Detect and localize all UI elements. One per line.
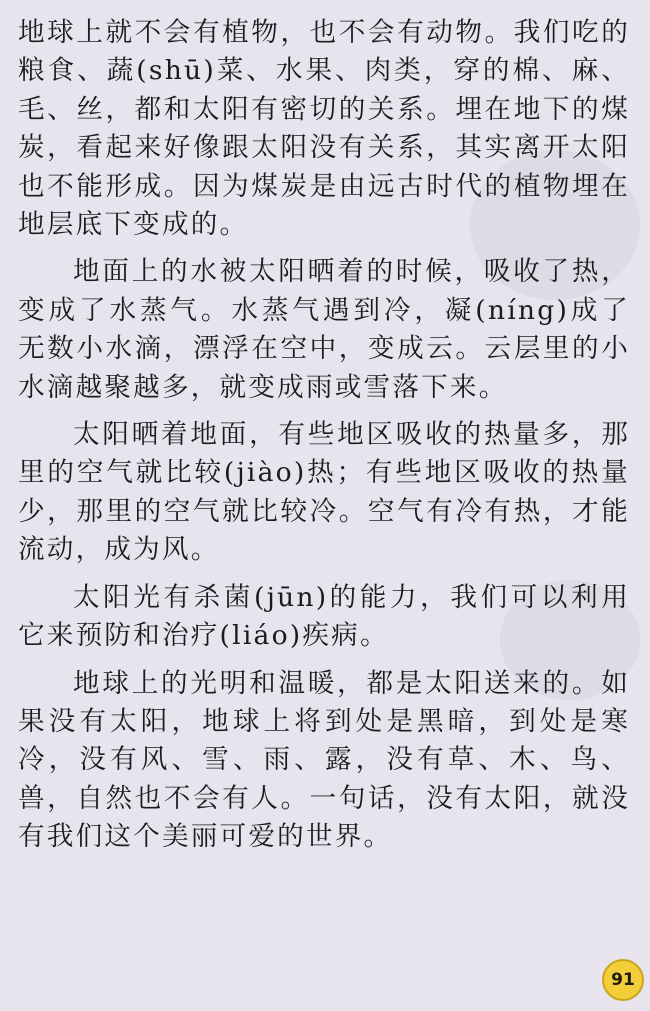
page-text <box>18 14 630 857</box>
paragraph-5: 地球上的光明和温暖，都是太阳送来的。如果没有太阳，地球上将到处是黑暗，到处是寒冷，没有风、雪、雨、露，没有草、木、鸟、兽，自然也不会有人。一句话，没有太阳，就没有我们这个美丽可爱的世界。 <box>18 667 630 853</box>
paragraph-4: 太阳光有杀菌(jūn)的能力，我们可以利用它来预防和治疗(liáo)疾病。 <box>18 581 630 652</box>
paragraph-1: 地球上就不会有植物，也不会有动物。我们吃的粮食、蔬(shū)菜、水果、肉类，穿的棉、麻、毛、丝，都和太阳有密切的关系。埋在地下的煤炭，看起来好像跟太阳没有关系，其实离开太阳也不能形成。因为煤炭是由远古时代的植物埋在地层底下变成的。 <box>18 17 630 241</box>
page-number-badge <box>602 959 644 1001</box>
paragraph-3: 太阳晒着地面，有些地区吸收的热量多，那里的空气就比较(jiào)热；有些地区吸收的热量少，那里的空气就比较冷。空气有冷有热，才能流动，成为风。 <box>18 419 630 566</box>
paragraph-2: 地面上的水被太阳晒着的时候，吸收了热，变成了水蒸气。水蒸气遇到冷，凝(níng)成了无数小水滴，漂浮在空中，变成云。云层里的小水滴越聚越多，就变成雨或雪落下来。 <box>18 256 630 403</box>
page-number: 91 <box>611 970 635 990</box>
